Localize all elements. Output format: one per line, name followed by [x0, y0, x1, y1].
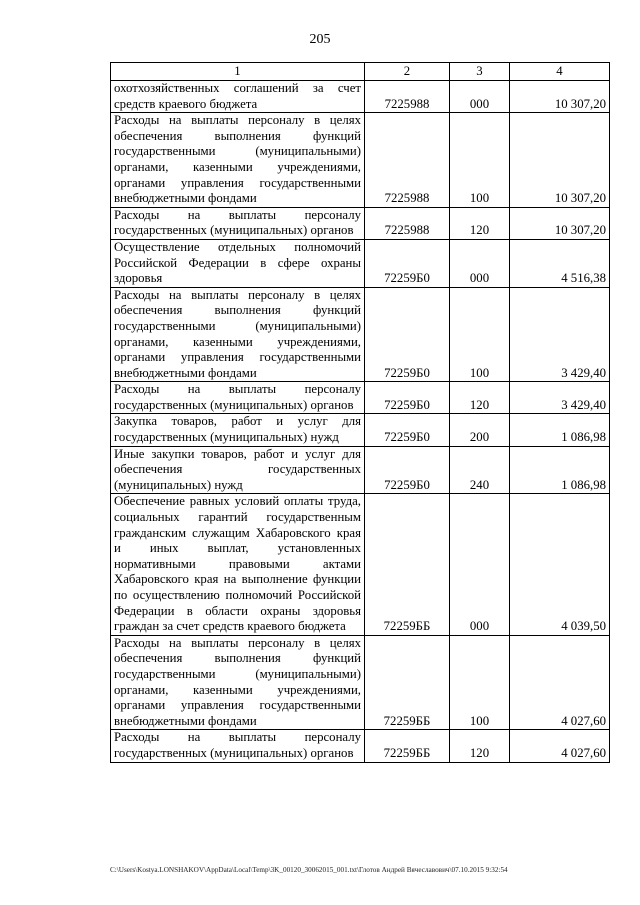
row-target-code: 72259Б0 [365, 446, 450, 494]
row-target-code: 72259Б0 [365, 239, 450, 287]
file-path-footer: C:\Users\Kostya.LONSHAKOV\AppData\Local\Temp\3K_00120_30062015_001.txt\Глотов Андрей Вячеславович\07.10.2015 9:32:54 [110, 866, 508, 874]
row-target-code: 7225988 [365, 113, 450, 208]
row-expense-type: 100 [450, 287, 510, 382]
table-row [111, 239, 610, 287]
row-description: Иные закупки товаров, работ и услуг для обеспечения государственных (муниципальных) нужд [111, 446, 365, 494]
row-description: Обеспечение равных условий оплаты труда, социальных гарантий государственным гражданским служащим Хабаровского края и иных выплат, установленных нормативными правовыми актами Хабаровского края на выполнение функции по осуществлению полномочий Российской Федерации в области охраны здоровья граждан за счет средств краевого бюджета [111, 494, 365, 635]
table-row [111, 382, 610, 414]
row-description: Расходы на выплаты персоналу государственных (муниципальных) органов [111, 382, 365, 414]
row-expense-type: 000 [450, 494, 510, 635]
column-header-1: 1 [111, 63, 365, 81]
row-amount: 1 086,98 [510, 446, 610, 494]
row-description: Расходы на выплаты персоналу государственных (муниципальных) органов [111, 730, 365, 762]
row-amount: 1 086,98 [510, 414, 610, 446]
row-expense-type: 200 [450, 414, 510, 446]
row-description: Расходы на выплаты персоналу государственных (муниципальных) органов [111, 207, 365, 239]
row-description: Закупка товаров, работ и услуг для государственных (муниципальных) нужд [111, 414, 365, 446]
row-target-code: 7225988 [365, 81, 450, 113]
table-row [111, 494, 610, 635]
row-description: охотхозяйственных соглашений за счет средств краевого бюджета [111, 81, 365, 113]
budget-table [110, 62, 610, 763]
row-target-code: 72259ББ [365, 730, 450, 762]
row-target-code: 7225988 [365, 207, 450, 239]
row-target-code: 72259ББ [365, 635, 450, 730]
table-row [111, 730, 610, 762]
table-row [111, 113, 610, 208]
row-expense-type: 120 [450, 730, 510, 762]
row-amount: 10 307,20 [510, 113, 610, 208]
row-expense-type: 100 [450, 113, 510, 208]
table-row [111, 81, 610, 113]
table-header-row [111, 63, 610, 81]
table-row [111, 414, 610, 446]
row-amount: 4 027,60 [510, 730, 610, 762]
table-row [111, 635, 610, 730]
row-amount: 3 429,40 [510, 382, 610, 414]
row-expense-type: 100 [450, 635, 510, 730]
row-expense-type: 120 [450, 382, 510, 414]
row-amount: 3 429,40 [510, 287, 610, 382]
row-amount: 10 307,20 [510, 207, 610, 239]
row-expense-type: 240 [450, 446, 510, 494]
row-target-code: 72259ББ [365, 494, 450, 635]
table-row [111, 446, 610, 494]
table-row [111, 287, 610, 382]
row-expense-type: 000 [450, 81, 510, 113]
row-amount: 10 307,20 [510, 81, 610, 113]
row-amount: 4 027,60 [510, 635, 610, 730]
row-description: Расходы на выплаты персоналу в целях обеспечения выполнения функций государственными (муниципальными) органами, казенными учреждениями, органами управления государственными внебюджетными фондами [111, 113, 365, 208]
row-target-code: 72259Б0 [365, 414, 450, 446]
column-header-3: 3 [450, 63, 510, 81]
row-target-code: 72259Б0 [365, 287, 450, 382]
column-header-2: 2 [365, 63, 450, 81]
row-description: Расходы на выплаты персоналу в целях обеспечения выполнения функций государственными (муниципальными) органами, казенными учреждениями, органами управления государственными внебюджетными фондами [111, 287, 365, 382]
row-description: Осуществление отдельных полномочий Российской Федерации в сфере охраны здоровья [111, 239, 365, 287]
row-description: Расходы на выплаты персоналу в целях обеспечения выполнения функций государственными (муниципальными) органами, казенными учреждениями, органами управления государственными внебюджетными фондами [111, 635, 365, 730]
row-expense-type: 120 [450, 207, 510, 239]
column-header-4: 4 [510, 63, 610, 81]
row-amount: 4 516,38 [510, 239, 610, 287]
row-amount: 4 039,50 [510, 494, 610, 635]
page-number: 205 [309, 32, 331, 47]
table-row [111, 207, 610, 239]
row-expense-type: 000 [450, 239, 510, 287]
row-target-code: 72259Б0 [365, 382, 450, 414]
